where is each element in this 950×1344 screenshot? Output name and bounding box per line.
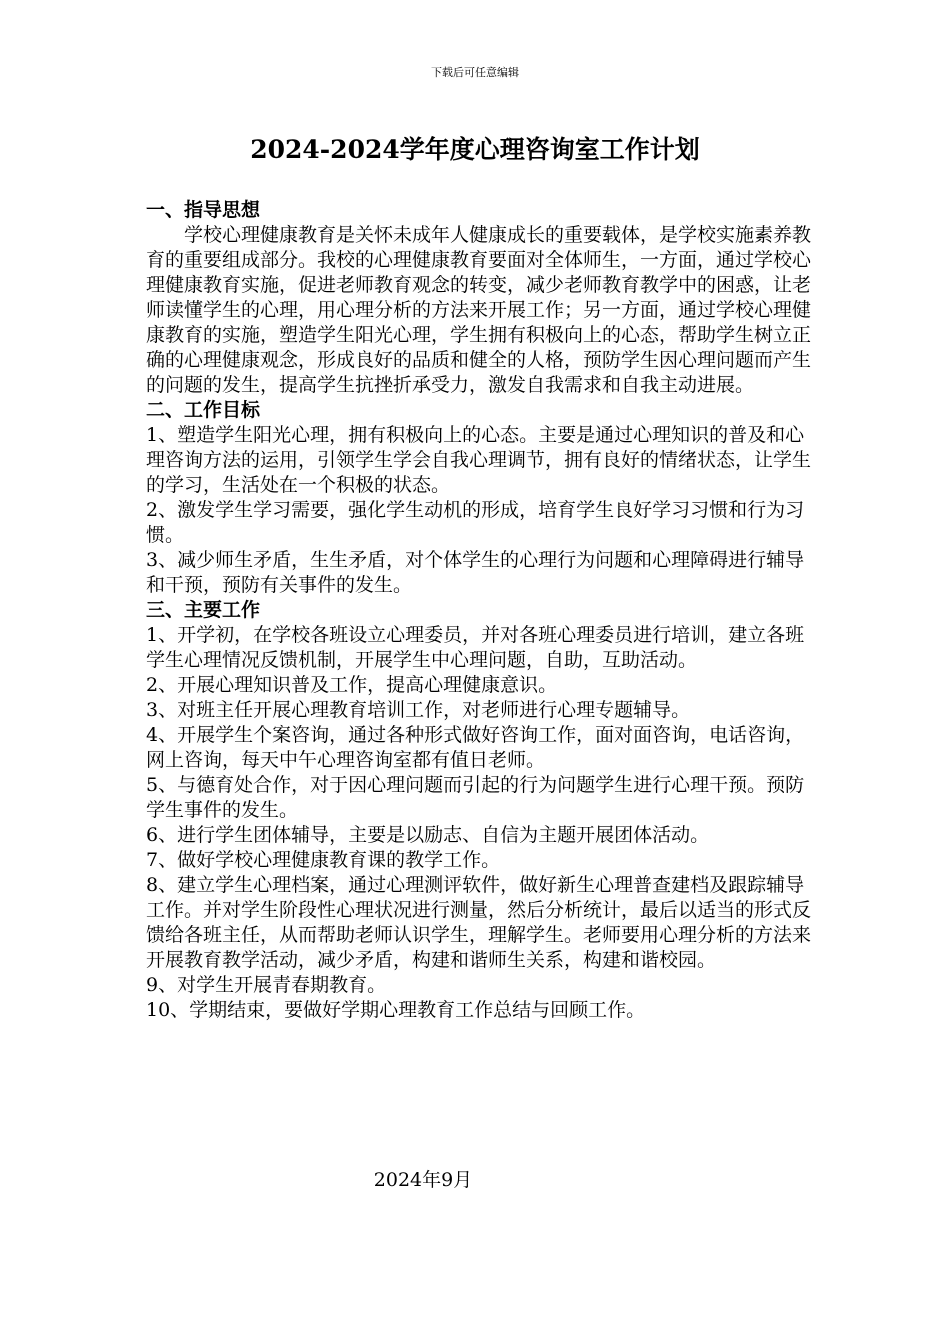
list-item: 1、开学初，在学校各班设立心理委员，并对各班心理委员进行培训，建立各班学生心理情况反馈机制，开展学生中心理问题，自助，互助活动。 bbox=[146, 624, 805, 671]
list-item: 6、进行学生团体辅导，主要是以励志、自信为主题开展团体活动。 bbox=[146, 824, 710, 846]
list-item: 2、开展心理知识普及工作，提高心理健康意识。 bbox=[146, 674, 558, 696]
list-item: 9、对学生开展青春期教育。 bbox=[146, 974, 387, 996]
section-heading: 一、指导思想 bbox=[146, 199, 261, 221]
list-item: 2、激发学生学习需要，强化学生动机的形成，培育学生良好学习习惯和行为习惯。 bbox=[146, 499, 805, 546]
list-item: 5、与德育处合作，对于因心理问题而引起的行为问题学生进行心理干预。预防学生事件的发生。 bbox=[146, 774, 805, 821]
list-item: 7、做好学校心理健康教育课的教学工作。 bbox=[146, 849, 501, 871]
document-body bbox=[146, 198, 814, 1023]
section-work-goals bbox=[146, 398, 814, 598]
header-note: 下载后可任意编辑 bbox=[431, 66, 519, 79]
list-item: 8、建立学生心理档案，通过心理测评软件，做好新生心理普查建档及跟踪辅导工作。并对学生阶段性心理状况进行测量，然后分析统计，最后以适当的形式反馈给各班主任，从而帮助老师认识学生，理解学生。老师要用心理分析的方法来开展教育教学活动，减少矛盾，构建和谐师生关系，构建和谐校园。 bbox=[146, 874, 812, 971]
section-paragraph: 学校心理健康教育是关怀未成年人健康成长的重要载体，是学校实施素养教育的重要组成部分。我校的心理健康教育要面对全体师生，一方面，通过学校心理健康教育实施，促进老师教育观念的转变，减少老师教育教学中的困惑，让老师读懂学生的心理，用心理分析的方法来开展工作；另一方面，通过学校心理健康教育的实施，塑造学生阳光心理，学生拥有积极向上的心态，帮助学生树立正确的心理健康观念，形成良好的品质和健全的人格，预防学生因心理问题而产生的问题的发生，提高学生抗挫折承受力，激发自我需求和自我主动进展。 bbox=[146, 224, 812, 396]
section-heading: 二、工作目标 bbox=[146, 399, 261, 421]
list-item: 4、开展学生个案咨询，通过各种形式做好咨询工作，面对面咨询，电话咨询，网上咨询，每天中午心理咨询室都有值日老师。 bbox=[146, 724, 805, 771]
list-item: 10、学期结束，要做好学期心理教育工作总结与回顾工作。 bbox=[146, 999, 646, 1021]
section-heading: 三、主要工作 bbox=[146, 599, 261, 621]
list-item: 3、减少师生矛盾，生生矛盾，对个体学生的心理行为问题和心理障碍进行辅导和干预，预防有关事件的发生。 bbox=[146, 549, 805, 596]
section-guiding-ideology bbox=[146, 198, 814, 398]
list-item: 3、对班主任开展心理教育培训工作，对老师进行心理专题辅导。 bbox=[146, 699, 691, 721]
document-date: 2024年9月 bbox=[373, 1169, 473, 1191]
document-title: 2024-2024学年度心理咨询室工作计划 bbox=[250, 135, 700, 164]
section-main-work bbox=[146, 598, 814, 1023]
list-item: 1、塑造学生阳光心理，拥有积极向上的心态。主要是通过心理知识的普及和心理咨询方法的运用，引领学生学会自我心理调节，拥有良好的情绪状态，让学生的学习，生活处在一个积极的状态。 bbox=[146, 424, 812, 496]
